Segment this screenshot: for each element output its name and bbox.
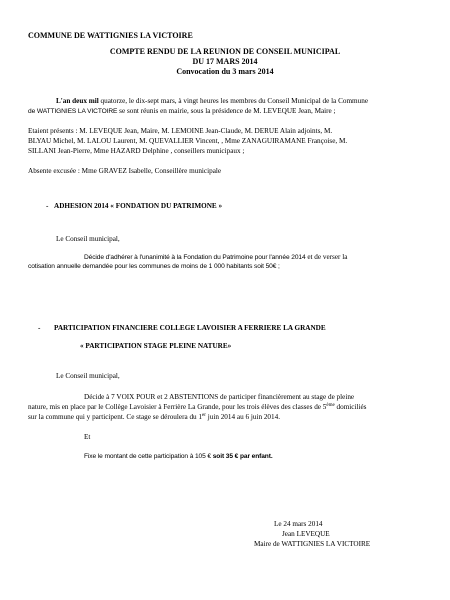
section2-subheading: « PARTICIPATION STAGE PLEINE NATURE» bbox=[80, 342, 232, 350]
section1-bullet: - bbox=[46, 202, 49, 210]
intro-line-1: L'an deux mil quatorze, le dix-sept mars, à vingt heures les membres du Conseil Municipal de la Commune bbox=[56, 97, 369, 105]
commune-header: COMMUNE DE WATTIGNIES LA VICTOIRE bbox=[28, 31, 193, 40]
section1-council: Le Conseil municipal, bbox=[56, 235, 120, 243]
section1-decision-line-2: cotisation annuelle demandée pour les communes de moins de 1 000 habitants soit 50€ ; bbox=[28, 263, 280, 270]
intro-lead: L'an deux mil bbox=[56, 97, 99, 105]
attendees-line-3: SILLANI Jean-Pierre, Mme HAZARD Delphine , conseillers municipaux ; bbox=[28, 147, 245, 155]
section1-heading: ADHESION 2014 « FONDATION DU PATRIMONE » bbox=[54, 202, 223, 210]
section2-bullet: - bbox=[38, 324, 41, 332]
section2-decision-line-1: Décide à 7 VOIX POUR et 2 ABSTENTIONS de participer financièrement au stage de pleine bbox=[84, 393, 355, 401]
section2-heading: PARTICIPATION FINANCIERE COLLEGE LAVOISIER A FERRIERE LA GRANDE bbox=[54, 324, 326, 332]
attendees-line-1: Etaient présents : M. LEVEQUE Jean, Maire, M. LEMOINE Jean-Claude, M. DERUE Alain adjoints, M. bbox=[28, 127, 333, 135]
meeting-date: DU 17 MARS 2014 bbox=[192, 57, 258, 66]
signature-role: Maire de WATTIGNIES LA VICTOIRE bbox=[254, 540, 371, 548]
section2-decision-line-3: sur la commune qui y participent. Ce stage se déroulera du 1er juin 2014 au 6 juin 2014. bbox=[28, 413, 281, 421]
signature-date: Le 24 mars 2014 bbox=[274, 520, 323, 528]
report-title: COMPTE RENDU DE LA REUNION DE CONSEIL MUNICIPAL bbox=[109, 47, 341, 56]
section2-decision-line-2: nature, mis en place par le Collège Lavoisier à Ferrière La Grande, pour les trois élèves des classes de 5ème domiciliés bbox=[28, 403, 367, 411]
signature-name: Jean LEVEQUE bbox=[282, 530, 330, 538]
attendees-line-2: BLYAU Michel, M. LALOU Laurent, M. QUEVALLIER Vincent, , Mme ZANAGUIRAMANE Françoise, M. bbox=[28, 137, 348, 145]
section2-amount-per-child: soit 35 € par enfant. bbox=[211, 453, 273, 460]
section2-council: Le Conseil municipal, bbox=[56, 372, 120, 380]
section2-amount: Fixe le montant de cette participation à 105 € soit 35 € par enfant. bbox=[84, 453, 273, 460]
convocation-date: Convocation du 3 mars 2014 bbox=[176, 67, 274, 76]
absent-excused: Absente excusée : Mme GRAVEZ Isabelle, Conseillère municipale bbox=[28, 167, 222, 175]
intro-line-2: de WATTIGNIES LA VICTOIRE se sont réunis en mairie, sous la présidence de M. LEVEQUE Jean, Maire ; bbox=[28, 107, 336, 115]
section1-decision-line-1: Décide d'adhérer à l'unanimité à la Fondation du Patrimoine pour l'année 2014 et de verser la bbox=[84, 253, 348, 261]
section2-and: Et bbox=[84, 433, 91, 441]
